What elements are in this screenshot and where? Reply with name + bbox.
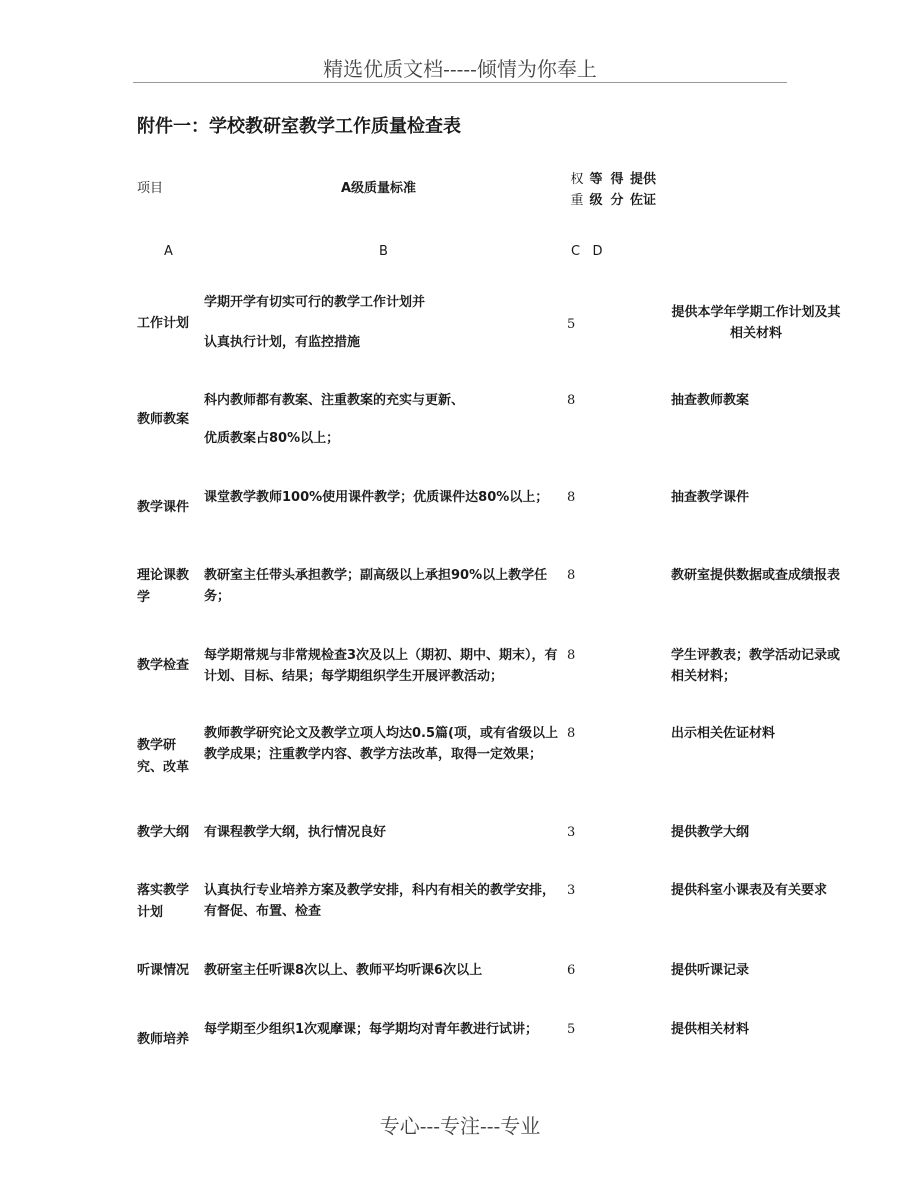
row-standard — [204, 292, 562, 353]
column-letter-b: B — [379, 244, 388, 259]
row-standard-line: 优质教案占80%以上； — [204, 431, 340, 446]
row-weight: 3 — [567, 825, 576, 840]
row-weight: 8 — [567, 490, 576, 505]
column-header-item: 项目 — [137, 181, 164, 196]
row-standard: 教研室主任听课8次以上、教师平均听课6次以上 — [204, 963, 483, 978]
column-letter-a: A — [164, 244, 173, 259]
row-standard-line: 认真执行计划，有监控措施 — [204, 335, 361, 350]
row-evidence: 提供听课记录 — [671, 963, 750, 978]
row-evidence: 教研室提供数据或查成绩报表 — [671, 568, 841, 583]
document-title: 附件一：学校教研室教学工作质量检查表 — [137, 116, 461, 137]
row-item: 教师教案 — [137, 412, 190, 427]
row-item: 工作计划 — [137, 316, 190, 331]
column-header-score — [609, 169, 625, 211]
row-evidence: 学生评教表；教学活动记录或相关材料； — [671, 648, 841, 684]
row-evidence: 提供教学大纲 — [671, 825, 750, 840]
row-item: 教学大纲 — [137, 825, 190, 840]
row-weight: 8 — [567, 648, 576, 663]
row-item: 理论课教学 — [137, 568, 190, 605]
row-weight: 6 — [567, 963, 576, 978]
column-header-weight-bottom: 重 — [570, 193, 584, 208]
header-divider — [133, 82, 787, 83]
row-standard: 每学期至少组织1次观摩课；每学期均对青年教进行试讲； — [204, 1022, 539, 1037]
column-header-score-bottom: 分 — [610, 193, 624, 208]
column-header-grade — [588, 169, 604, 211]
column-header-weight-top: 权 — [570, 172, 584, 187]
row-weight: 5 — [567, 1022, 576, 1037]
row-standard: 每学期常规与非常规检查3次及以上（期初、期中、期末），有计划、目标、结果；每学期组织学生开展评教活动； — [204, 648, 558, 684]
row-item: 听课情况 — [137, 963, 190, 978]
row-standard: 教研室主任带头承担教学；副高级以上承担90%以上教学任务； — [204, 568, 548, 604]
row-standard: 教师教学研究论文及教学立项人均达0.5篇(项，或有省级以上教学成果；注重教学内容、教学方法改革，取得一定效果； — [204, 726, 558, 762]
page-footer: 专心---专注---专业 — [379, 1114, 541, 1138]
column-header-weight — [569, 169, 585, 211]
row-weight: 3 — [567, 883, 576, 898]
row-item: 教学课件 — [137, 500, 190, 515]
row-weight: 8 — [567, 726, 576, 741]
row-weight: 8 — [567, 393, 576, 408]
column-header-evidence — [630, 169, 664, 211]
row-standard: 认真执行专业培养方案及教学安排，科内有相关的教学安排，有督促、布置、检查 — [204, 883, 556, 919]
row-standard-line: 科内教师都有教案、注重教案的充实与更新、 — [204, 393, 465, 408]
row-evidence: 出示相关佐证材料 — [671, 726, 776, 741]
column-header-grade-bottom: 级 — [589, 193, 603, 208]
row-weight: 8 — [567, 568, 576, 583]
column-header-evidence-bottom: 佐证 — [630, 193, 657, 208]
row-standard: 课堂教学教师100%使用课件教学；优质课件达80%以上； — [204, 490, 549, 505]
row-item: 落实教学计划 — [137, 883, 190, 920]
row-standard-line: 学期开学有切实可行的教学工作计划并 — [204, 295, 426, 310]
row-item: 教学研究、改革 — [137, 738, 190, 775]
column-header-grade-top: 等 — [589, 172, 603, 187]
column-header-score-top: 得 — [610, 172, 624, 187]
row-standard — [204, 390, 562, 449]
row-evidence: 抽查教师教案 — [671, 393, 750, 408]
row-evidence: 提供相关材料 — [671, 1022, 750, 1037]
row-evidence: 提供科室小课表及有关要求 — [671, 883, 828, 898]
row-item: 教学检查 — [137, 658, 190, 673]
row-item: 教师培养 — [137, 1032, 190, 1047]
column-letter-cd: C D — [571, 244, 603, 259]
column-header-evidence-top: 提供 — [630, 172, 657, 187]
column-header-standard: A级质量标准 — [341, 181, 417, 196]
page-header: 精选优质文档-----倾情为你奉上 — [323, 57, 597, 81]
row-evidence: 提供本学年学期工作计划及其相关材料 — [671, 305, 841, 341]
row-weight: 5 — [567, 317, 576, 332]
row-evidence: 抽查教学课件 — [671, 490, 750, 505]
row-standard: 有课程教学大纲，执行情况良好 — [204, 825, 387, 840]
